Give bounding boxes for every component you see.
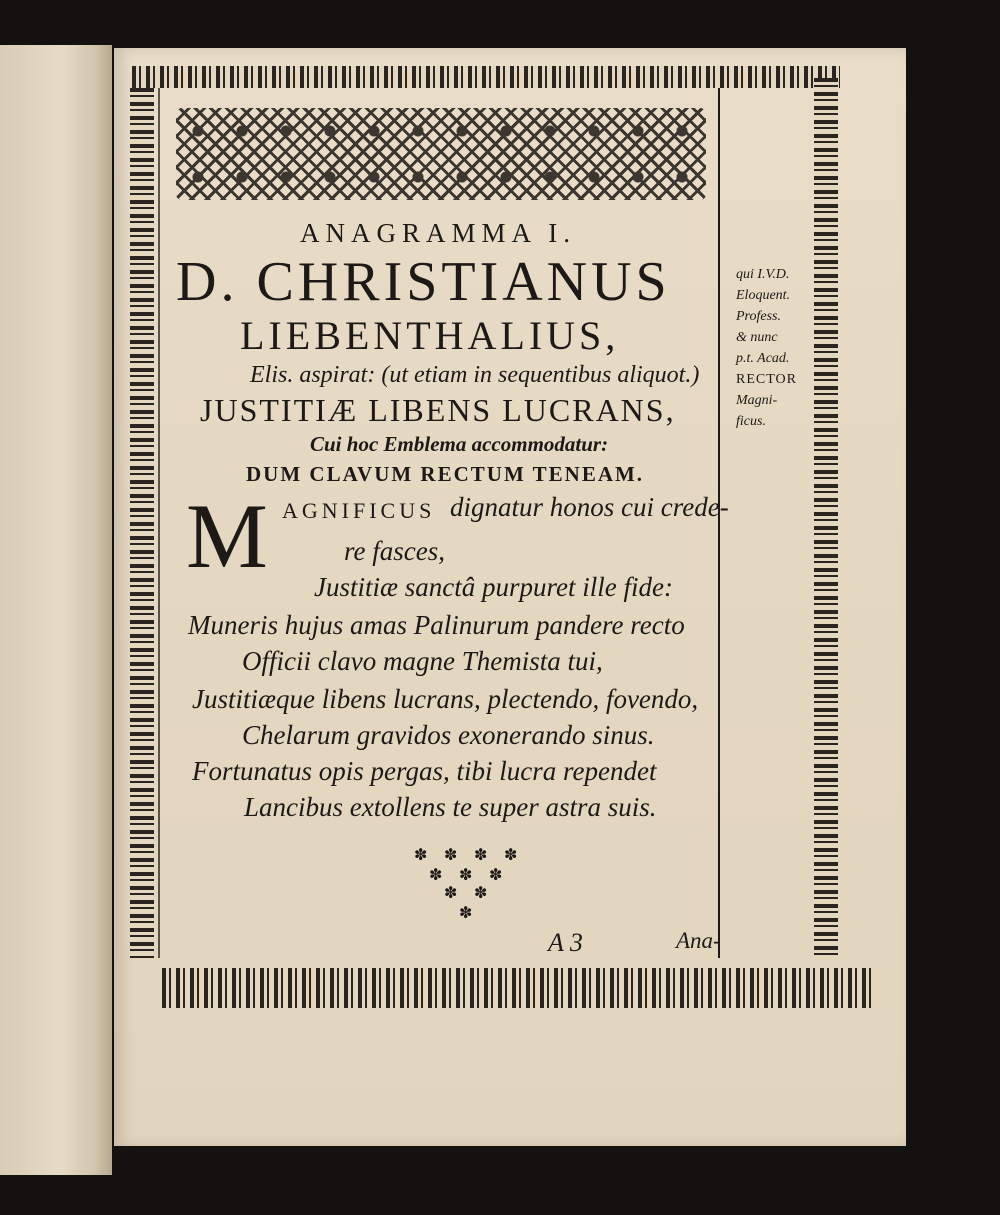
top-border [132,66,840,88]
motto: DUM CLAVUM RECTUM TENEAM. [246,462,645,486]
left-border [130,88,154,958]
drop-capital: M [186,485,268,587]
inner-frame-rule [718,88,720,958]
inner-frame-rule-left [158,88,160,958]
poem-line: re fasces, [344,536,445,566]
fleuron-mark: ✽ [459,865,473,884]
facing-page-edge [0,45,112,1175]
poem-first-smallcaps: AGNIFICUS [282,498,436,523]
headpiece-ornament [176,108,706,200]
fleuron-mark: ✽ [489,865,503,884]
side-note-line: Magni- [736,393,778,408]
catchword: Ana- [676,928,721,953]
name-line: D. CHRISTIANUS [176,251,671,313]
fleuron-mark: ✽ [474,845,488,864]
side-note-line: ficus. [736,414,766,429]
side-note-line: Profess. [736,309,781,324]
poem-line: Lancibus extollens te super astra suis. [244,792,657,822]
side-note-line: & nunc [736,330,778,345]
emblem-note: Cui hoc Emblema accommodatur: [310,432,609,456]
side-note-line: p.t. Acad. [736,351,790,366]
side-note-line: qui I.V.D. [736,267,790,282]
fleuron-mark: ✽ [444,883,458,902]
signature-mark: A 3 [548,928,583,957]
poem-line: Chelarum gravidos exonerando sinus. [242,720,655,750]
side-note-line: Eloquent. [736,288,791,303]
right-border [814,78,838,958]
surname-line: LIEBENTHALIUS, [240,313,620,358]
fleuron-mark: ✽ [414,845,428,864]
fleuron-mark: ✽ [459,903,473,922]
fleuron-mark: ✽ [429,865,443,884]
poem-line: Justitiæ sanctâ purpuret ille fide: [314,572,673,602]
poem-first-line: dignatur honos cui crede- [450,492,729,522]
poem-line: Muneris hujus amas Palinurum pandere recto [188,610,685,640]
fleuron-mark: ✽ [474,883,488,902]
side-note [736,264,797,432]
poem-line: Justitiæque libens lucrans, plectendo, fovendo, [192,684,699,714]
fleuron-mark: ✽ [504,845,518,864]
aspirat-note: Elis. aspirat: (ut etiam in sequentibus aliquot.) [250,362,700,388]
anagram-result: JUSTITIÆ LIBENS LUCRANS, [200,392,676,428]
bottom-border [162,968,872,1008]
side-note-line: RECTOR [736,372,797,387]
poem-line: Officii clavo magne Themista tui, [242,646,603,676]
fleuron-ornament [412,842,532,922]
fleuron-mark: ✽ [444,845,458,864]
anagram-title: ANAGRAMMA I. [300,218,577,248]
poem-line: Fortunatus opis pergas, tibi lucra rependet [192,756,657,786]
